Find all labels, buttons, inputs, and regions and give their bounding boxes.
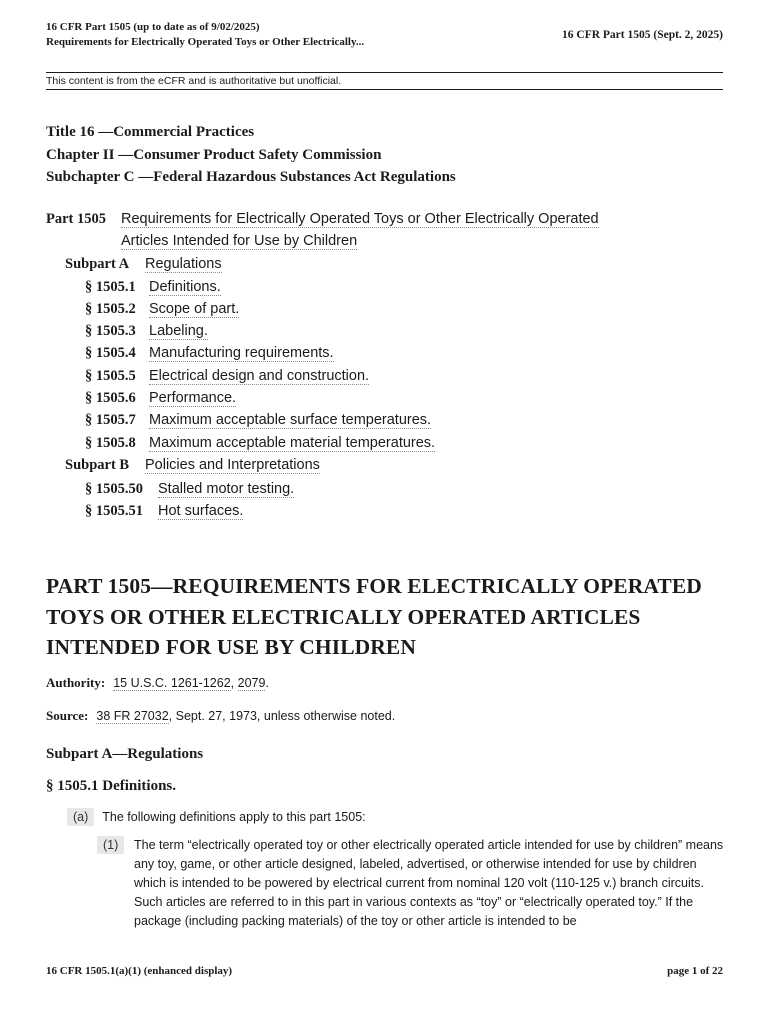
toc-section-label: § 1505.1 <box>85 279 136 295</box>
hierarchy-block <box>46 121 456 189</box>
toc-subpart-link[interactable]: Regulations <box>145 256 222 272</box>
hierarchy-title: Title 16 —Commercial Practices <box>46 124 255 140</box>
toc-subpart-a[interactable] <box>65 254 222 274</box>
toc-section-label: § 1505.7 <box>85 412 136 428</box>
authority-link-2079[interactable]: 2079 <box>237 676 266 690</box>
toc-section-link[interactable]: Labeling. <box>149 323 208 339</box>
toc-section-row[interactable] <box>85 366 369 386</box>
toc-section-link[interactable]: Manufacturing requirements. <box>149 345 334 361</box>
toc-section-label: § 1505.6 <box>85 390 136 406</box>
source-link[interactable]: 38 FR 27032 <box>96 709 169 723</box>
running-header <box>46 20 364 50</box>
toc-section-label: § 1505.5 <box>85 368 136 384</box>
toc-section-link[interactable]: Definitions. <box>149 279 221 295</box>
toc-section-link[interactable]: Maximum acceptable surface temperatures. <box>149 412 432 428</box>
toc-part-title[interactable] <box>121 208 621 252</box>
toc-section-label: § 1505.51 <box>85 503 143 519</box>
toc-section-row[interactable] <box>85 501 243 521</box>
toc-part-label: Part 1505 <box>46 211 106 227</box>
toc-section-row[interactable] <box>85 343 334 363</box>
toc-section-row[interactable] <box>85 388 236 408</box>
toc-section-label: § 1505.8 <box>85 435 136 451</box>
paragraph-a-text: The following definitions apply to this part 1505: <box>102 810 366 824</box>
source-rest: , Sept. 27, 1973, unless otherwise noted. <box>168 709 396 723</box>
toc-section-label: § 1505.3 <box>85 323 136 339</box>
part-heading: PART 1505—REQUIREMENTS FOR ELECTRICALLY OPERATED TOYS OR OTHER ELECTRICALLY OPERATED ARTICLES INTENDED FOR USE BY CHILDREN <box>46 574 702 659</box>
toc-subpart-b[interactable] <box>65 455 320 475</box>
page-number: page 1 of 22 <box>667 965 723 977</box>
header-rule-bottom <box>46 89 723 90</box>
header-citation: 16 CFR Part 1505 (Sept. 2, 2025) <box>562 29 723 41</box>
toc-section-label: § 1505.4 <box>85 345 136 361</box>
header-rule-top <box>46 72 723 73</box>
toc-section-link[interactable]: Performance. <box>149 390 237 406</box>
header-title-line: 16 CFR Part 1505 (up to date as of 9/02/2025) <box>46 21 260 33</box>
toc-subpart-label: Subpart A <box>65 256 130 272</box>
authority-row <box>46 674 269 692</box>
footer-citation: 16 CFR 1505.1(a)(1) (enhanced display) <box>46 965 233 977</box>
toc-section-link[interactable]: Electrical design and construction. <box>149 368 370 384</box>
authority-end: . <box>265 676 269 690</box>
toc-part-link-line2[interactable]: Articles Intended for Use by Children <box>121 233 358 249</box>
source-label: Source: <box>46 708 89 723</box>
toc-subpart-label: Subpart B <box>65 457 130 473</box>
toc-section-link[interactable]: Maximum acceptable material temperatures. <box>149 435 436 451</box>
toc-section-label: § 1505.50 <box>85 481 143 497</box>
header-subtitle-line: Requirements for Electrically Operated Toys or Other Electrically... <box>46 36 365 48</box>
toc-section-row[interactable] <box>85 410 431 430</box>
toc-section-row[interactable] <box>85 321 208 341</box>
toc-section-row[interactable] <box>85 277 221 297</box>
toc-section-row[interactable] <box>85 433 435 453</box>
toc-part-link-line1[interactable]: Requirements for Electrically Operated Toys or Other Electrically Operated <box>121 211 599 227</box>
paragraph-a <box>67 808 366 826</box>
hierarchy-chapter: Chapter II —Consumer Product Safety Commission <box>46 146 382 163</box>
hierarchy-subchapter: Subchapter C —Federal Hazardous Substances Act Regulations <box>46 169 456 185</box>
section-heading: § 1505.1 Definitions. <box>46 778 177 794</box>
toc-section-row[interactable] <box>85 479 294 499</box>
toc-section-label: § 1505.2 <box>85 301 136 317</box>
toc-subpart-link[interactable]: Policies and Interpretations <box>145 457 320 473</box>
toc-section-link[interactable]: Stalled motor testing. <box>158 481 295 497</box>
authority-separator: , <box>230 676 238 690</box>
source-row <box>46 707 395 725</box>
paragraph-marker-1[interactable]: (1) <box>97 836 124 854</box>
authority-link-usc[interactable]: 15 U.S.C. 1261-1262 <box>113 676 231 690</box>
toc-section-row[interactable] <box>85 299 239 319</box>
authority-label: Authority: <box>46 675 106 690</box>
paragraph-1-text: The term “electrically operated toy or other electrically operated article intended for use by children” means any toy, game, or other article designed, labeled, advertised, or otherwise intended for use by children which is intended to be powered by electrical current from nominal 120 volt (110-125 v.) branch circuits. Such articles are referred to in this part in various contexts as “toy” or “electrically operated toy.” If the package (including packing materials) of the toy or other article is intended to be <box>134 838 724 928</box>
paragraph-marker-a[interactable]: (a) <box>67 808 94 826</box>
authority-notice: This content is from the eCFR and is authoritative but unofficial. <box>46 75 342 87</box>
toc-section-link[interactable]: Hot surfaces. <box>158 503 244 519</box>
subpart-heading: Subpart A—Regulations <box>46 746 204 762</box>
toc-section-link[interactable]: Scope of part. <box>149 301 240 317</box>
